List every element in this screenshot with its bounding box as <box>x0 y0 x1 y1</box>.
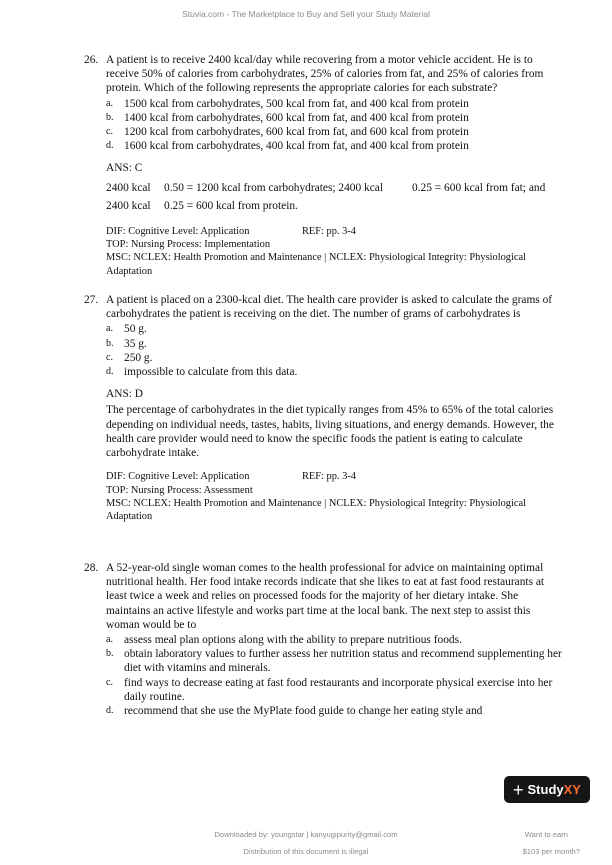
option-text: 250 g. <box>124 351 153 364</box>
footer-earn-2[interactable]: $103 per month? <box>522 847 580 856</box>
option-text: 35 g. <box>124 337 147 350</box>
option-letter: d. <box>106 366 114 378</box>
calc-amount: 2400 kcal <box>106 181 151 194</box>
option-text: 1200 kcal from carbohydrates, 600 kcal from fat, and 600 kcal from protein <box>124 126 469 139</box>
option-text: 1500 kcal from carbohydrates, 500 kcal from fat, and 400 kcal from protein <box>124 97 469 110</box>
options-list <box>106 322 564 379</box>
calc-text: 0.25 = 600 kcal from protein. <box>164 199 298 212</box>
answer-line: ANS: D <box>106 388 144 401</box>
option-letter: c. <box>106 676 113 688</box>
option-d <box>106 365 564 379</box>
option-d <box>106 704 564 718</box>
question-27 <box>84 293 564 524</box>
option-text: recommend that she use the MyPlate food guide to change her eating style and <box>124 705 483 718</box>
footer-downloaded: Downloaded by: youngstar | kanyugipurity@gmail.com <box>214 830 398 839</box>
option-letter: b. <box>106 648 114 660</box>
calc-amount: 2400 kcal <box>106 199 151 212</box>
option-text: 50 g. <box>124 323 147 336</box>
option-letter: d. <box>106 140 114 152</box>
plus-icon: + <box>513 779 524 800</box>
question-number: 28. <box>84 562 99 574</box>
option-letter: d. <box>106 705 114 717</box>
option-letter: a. <box>106 634 113 646</box>
option-letter: a. <box>106 97 113 109</box>
option-text: find ways to decrease eating at fast food restaurants and incorporate physical exercise into her daily routine. <box>124 676 553 703</box>
option-text: 1400 kcal from carbohydrates, 600 kcal from fat, and 400 kcal from protein <box>124 111 469 124</box>
question-metadata <box>106 470 564 524</box>
option-b <box>106 647 564 675</box>
msc: MSC: NCLEX: Health Promotion and Maintenance | NCLEX: Physiological Integrity: Physiological Adaptation <box>106 252 526 277</box>
page-header: Stuvia.com - The Marketplace to Buy and Sell your Study Material <box>182 9 430 19</box>
reference: REF: pp. 3-4 <box>302 471 356 483</box>
rationale: The percentage of carbohydrates in the diet typically ranges from 45% to 65% of the total calories depending on individual needs, tastes, habits, living situations, and energy demands. However, the health care provider would need to know the specific foods the patient is eating to calculate carbohydrate intake. <box>106 404 554 460</box>
question-stem: A 52-year-old single woman comes to the health professional for advice on maintaining optimal nutritional health. Her food intake records indicate that she likes to eat at fast food restaurants at least twice a week and relies on processed foods for the majority of her dietary intake. She maintains an active lifestyle and works part time at the local bank. The next step to assist this woman would be to <box>106 562 545 631</box>
footer-earn-1[interactable]: Want to earn <box>524 830 568 839</box>
option-c <box>106 125 564 139</box>
option-b <box>106 337 564 351</box>
msc: MSC: NCLEX: Health Promotion and Maintenance | NCLEX: Physiological Integrity: Physiological Adaptation <box>106 498 526 523</box>
question-26 <box>84 53 564 278</box>
calc-text: 0.50 = 1200 kcal from carbohydrates; 2400 kcal <box>164 181 383 194</box>
calculation-line-1 <box>106 179 564 197</box>
options-list <box>106 633 564 718</box>
topic: TOP: Nursing Process: Implementation <box>106 239 271 251</box>
difficulty: DIF: Cognitive Level: Application <box>106 225 250 237</box>
option-a <box>106 322 564 336</box>
option-c <box>106 676 564 704</box>
option-a <box>106 97 564 111</box>
question-28 <box>84 561 564 718</box>
option-letter: b. <box>106 337 114 349</box>
calc-text: 0.25 = 600 kcal from fat; and <box>412 181 546 194</box>
option-d <box>106 139 564 153</box>
option-letter: c. <box>106 126 113 138</box>
answer-line: ANS: C <box>106 162 143 175</box>
option-text: impossible to calculate from this data. <box>124 366 298 379</box>
option-b <box>106 111 564 125</box>
logo-text: StudyXY <box>527 782 581 797</box>
question-stem: A patient is placed on a 2300-kcal diet. The health care provider is asked to calculate the grams of carbohydrates the patient is receiving on the diet. The number of grams of carbohydrates is <box>106 294 553 321</box>
reference: REF: pp. 3-4 <box>302 225 356 237</box>
calculation-line-2 <box>106 197 564 215</box>
answer-block <box>106 161 564 214</box>
question-number: 26. <box>84 54 99 66</box>
question-metadata <box>106 225 564 279</box>
difficulty: DIF: Cognitive Level: Application <box>106 471 250 483</box>
studyxy-logo[interactable] <box>504 776 590 803</box>
option-text: obtain laboratory values to further assess her nutrition status and recommend supplementing her diet with vitamins and minerals. <box>124 648 562 675</box>
option-text: 1600 kcal from carbohydrates, 400 kcal from fat, and 400 kcal from protein <box>124 140 469 153</box>
question-stem: A patient is to receive 2400 kcal/day while recovering from a motor vehicle accident. He is to receive 50% of calories from carbohydrates, 25% of calories from fat, and 25% of calories from protein. Which of the following represents the appropriate calories for each substrate? <box>106 54 544 95</box>
topic: TOP: Nursing Process: Assessment <box>106 484 253 496</box>
option-letter: a. <box>106 323 113 335</box>
option-c <box>106 351 564 365</box>
options-list <box>106 97 564 154</box>
option-text: assess meal plan options along with the ability to prepare nutritious foods. <box>124 634 462 647</box>
question-number: 27. <box>84 294 99 306</box>
option-a <box>106 633 564 647</box>
answer-block <box>106 387 564 460</box>
option-letter: b. <box>106 111 114 123</box>
option-letter: c. <box>106 351 113 363</box>
footer-illegal: Distribution of this document is illegal <box>243 847 369 856</box>
